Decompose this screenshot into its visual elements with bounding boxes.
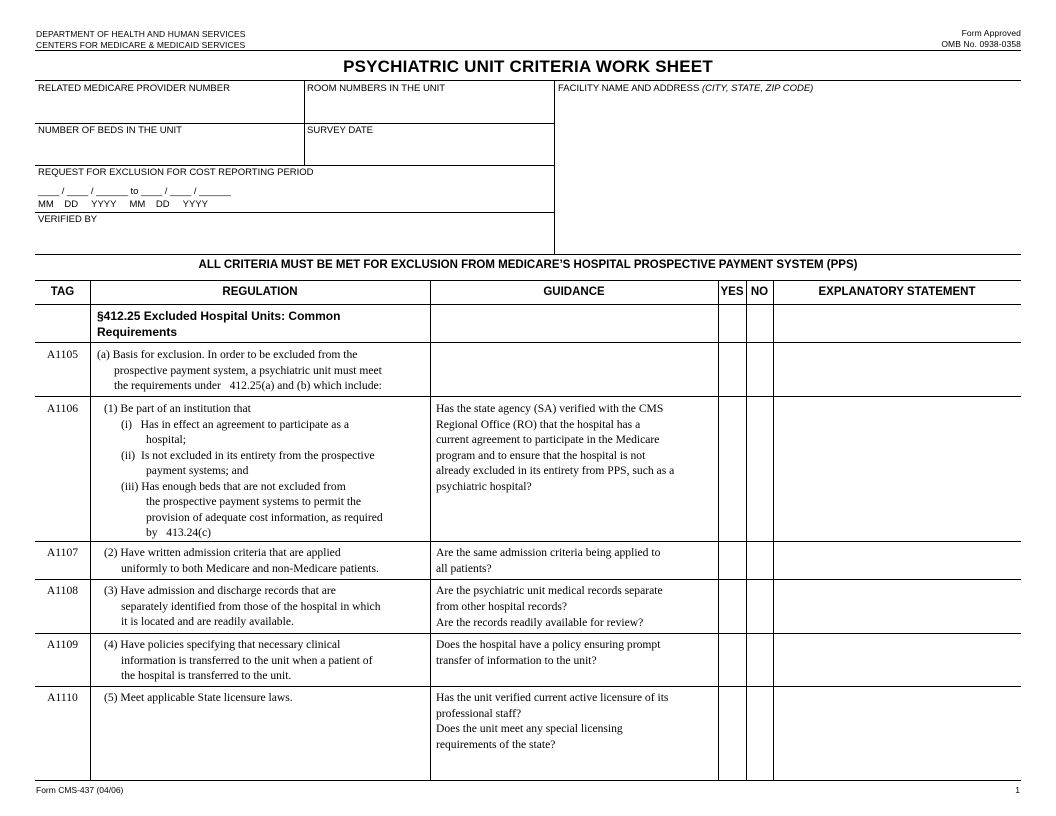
regulation-line: (1) Be part of an institution that: [104, 402, 251, 415]
row-regulation: [104, 637, 372, 684]
column-header-guidance: GUIDANCE: [543, 286, 605, 298]
verified-by-field[interactable]: VERIFIED BY: [38, 214, 98, 225]
guidance-line: Are the records readily available for review?: [436, 616, 644, 629]
row-regulation: [104, 401, 383, 541]
guidance-line: Does the hospital have a policy ensuring prompt: [436, 638, 661, 651]
row-guidance: [436, 583, 663, 631]
row-regulation: [104, 583, 381, 630]
provider-number-field[interactable]: RELATED MEDICARE PROVIDER NUMBER: [38, 83, 230, 94]
explanatory-statement-input[interactable]: [774, 580, 1021, 633]
omb-number: OMB No. 0938-0358: [941, 39, 1021, 49]
request-exclusion-label: REQUEST FOR EXCLUSION FOR COST REPORTING PERIOD: [38, 167, 314, 178]
cost-period-date-labels: MM DD YYYY MM DD YYYY: [38, 199, 208, 210]
row-tag: A1109: [46, 638, 79, 651]
guidance-line: current agreement to participate in the Medicare: [436, 433, 660, 446]
facility-label-italic: (CITY, STATE, ZIP CODE): [701, 83, 814, 94]
regulation-line: separately identified from those of the hospital in which: [121, 599, 381, 613]
header-divider: [35, 50, 1021, 51]
column-header-tag: TAG: [50, 286, 75, 298]
guidance-line: from other hospital records?: [436, 599, 568, 613]
criteria-banner: ALL CRITERIA MUST BE MET FOR EXCLUSION FROM MEDICARE’S HOSPITAL PROSPECTIVE PAYMENT SYSTEM (PPS): [198, 259, 858, 271]
regulation-line: it is located and are readily available.: [121, 615, 294, 628]
no-checkbox[interactable]: [747, 343, 773, 396]
no-checkbox[interactable]: [747, 542, 773, 579]
regulation-line: (iii) Has enough beds that are not excluded from: [121, 479, 346, 493]
section-heading-line-1: §412.25 Excluded Hospital Units: Common: [97, 309, 341, 323]
row-guidance: [436, 401, 674, 494]
guidance-line: already excluded in its entirety from PPS, such as a: [436, 464, 675, 477]
yes-checkbox[interactable]: [719, 687, 746, 780]
page-number: 1: [1015, 785, 1020, 795]
section-heading: [97, 308, 340, 340]
guidance-line: all patients?: [436, 561, 492, 575]
explanatory-statement-input[interactable]: [774, 397, 1021, 541]
no-checkbox[interactable]: [747, 687, 773, 780]
row-tag: A1106: [46, 402, 79, 415]
regulation-line: payment systems; and: [146, 464, 249, 477]
form-id: Form CMS-437 (04/06): [36, 785, 124, 795]
no-checkbox[interactable]: [747, 580, 773, 633]
column-header-yes: YES: [720, 286, 744, 298]
column-header-regulation: REGULATION: [222, 286, 298, 298]
explanatory-statement-input[interactable]: [774, 343, 1021, 396]
row-tag: A1108: [46, 584, 79, 597]
regulation-line: (ii) Is not excluded in its entirety from the prospective: [121, 448, 375, 462]
guidance-line: Has the unit verified current active licensure of its: [436, 691, 669, 704]
facility-label: FACILITY NAME AND ADDRESS: [558, 83, 702, 94]
agency-name: CENTERS FOR MEDICARE & MEDICAID SERVICES: [36, 40, 246, 50]
explanatory-statement-input[interactable]: [774, 634, 1021, 686]
row-regulation: [104, 690, 293, 706]
page-title: PSYCHIATRIC UNIT CRITERIA WORK SHEET: [343, 57, 713, 76]
regulation-line: (3) Have admission and discharge records that are: [104, 584, 336, 597]
regulation-line: the prospective payment systems to permit the: [146, 495, 362, 508]
regulation-line: the requirements under 412.25(a) and (b) which include:: [114, 379, 382, 392]
explanatory-statement-input[interactable]: [774, 542, 1021, 579]
regulation-line: prospective payment system, a psychiatric unit must meet: [114, 363, 382, 377]
cost-period-date-blanks[interactable]: ____ / ____ / ______ to ____ / ____ / ______: [38, 186, 231, 197]
department-name: DEPARTMENT OF HEALTH AND HUMAN SERVICES: [36, 29, 246, 39]
row-tag: A1110: [47, 691, 78, 704]
no-checkbox[interactable]: [747, 397, 773, 541]
regulation-line: (5) Meet applicable State licensure laws.: [104, 691, 293, 704]
regulation-line: (i) Has in effect an agreement to participate as a: [121, 417, 350, 431]
yes-checkbox[interactable]: [719, 397, 746, 541]
column-header-explanatory: EXPLANATORY STATEMENT: [818, 286, 976, 298]
section-heading-line-2: Requirements: [97, 325, 178, 339]
guidance-line: Does the unit meet any special licensing: [436, 722, 623, 735]
guidance-line: transfer of information to the unit?: [436, 653, 597, 667]
row-tag: A1107: [46, 546, 79, 559]
yes-checkbox[interactable]: [719, 343, 746, 396]
regulation-line: (2) Have written admission criteria that are applied: [104, 546, 341, 559]
guidance-line: Are the same admission criteria being applied to: [436, 546, 661, 559]
regulation-line: (a) Basis for exclusion. In order to be excluded from the: [97, 348, 358, 361]
guidance-line: Has the state agency (SA) verified with the CMS: [436, 402, 664, 415]
row-guidance: [436, 690, 668, 752]
regulation-line: information is transferred to the unit when a patient of: [121, 653, 373, 667]
explanatory-statement-input[interactable]: [774, 687, 1021, 780]
yes-checkbox[interactable]: [719, 542, 746, 579]
row-regulation: [104, 545, 379, 576]
row-guidance: [436, 545, 660, 576]
form-approved-label: Form Approved: [961, 28, 1021, 38]
guidance-line: Regional Office (RO) that the hospital has a: [436, 417, 641, 431]
row-regulation: [97, 347, 382, 394]
guidance-line: Are the psychiatric unit medical records separate: [436, 584, 663, 597]
guidance-line: requirements of the state?: [436, 737, 556, 751]
regulation-line: (4) Have policies specifying that necessary clinical: [104, 638, 341, 651]
row-tag: A1105: [46, 348, 79, 361]
no-checkbox[interactable]: [747, 634, 773, 686]
facility-address-field[interactable]: [558, 83, 813, 94]
yes-checkbox[interactable]: [719, 580, 746, 633]
guidance-line: program and to ensure that the hospital is not: [436, 448, 646, 462]
room-numbers-field[interactable]: ROOM NUMBERS IN THE UNIT: [307, 83, 446, 94]
regulation-line: by 413.24(c): [146, 526, 212, 539]
regulation-line: the hospital is transferred to the unit.: [121, 669, 292, 682]
guidance-line: psychiatric hospital?: [436, 479, 532, 493]
beds-field[interactable]: NUMBER OF BEDS IN THE UNIT: [38, 125, 182, 136]
yes-checkbox[interactable]: [719, 634, 746, 686]
survey-date-field[interactable]: SURVEY DATE: [307, 125, 373, 136]
row-guidance: [436, 637, 660, 668]
regulation-line: hospital;: [146, 433, 186, 446]
guidance-line: professional staff?: [436, 706, 522, 720]
regulation-line: uniformly to both Medicare and non-Medicare patients.: [121, 561, 379, 575]
regulation-line: provision of adequate cost information, as required: [146, 510, 383, 524]
column-header-no: NO: [750, 286, 769, 298]
